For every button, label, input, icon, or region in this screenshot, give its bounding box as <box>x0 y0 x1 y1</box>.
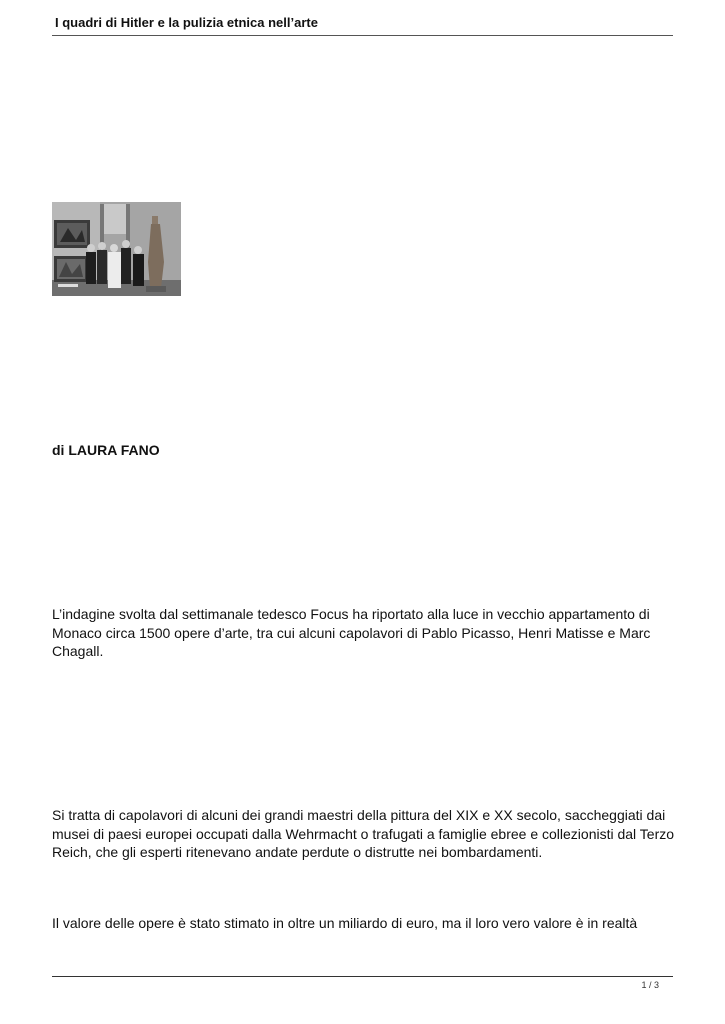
header-divider <box>52 35 673 36</box>
archive-photo-illustration <box>52 202 181 296</box>
article-paragraph-3: Il valore delle opere è stato stimato in oltre un miliardo di euro, ma il loro vero valore è in realtà <box>52 915 638 931</box>
article-paragraph-2: Si tratta di capolavori di alcuni dei grandi maestri della pittura del XIX e XX secolo, saccheggiati dai musei di paesi europei occupati dalla Wehrmacht o trafugati a famiglie ebree e collezionisti dal Terzo Reich, che gli esperti ritenevano andate perdute o distrutte nei bombardamenti. <box>52 807 675 860</box>
article-photo <box>52 202 181 296</box>
page-number: 1 / 3 <box>641 980 659 990</box>
article-author: di LAURA FANO <box>52 442 160 458</box>
article-paragraph-1: L’indagine svolta dal settimanale tedesco Focus ha riportato alla luce in vecchio appartamento di Monaco circa 1500 opere d’arte, tra cui alcuni capolavori di Pablo Picasso, Henri Matisse e Marc Chagall. <box>52 606 651 659</box>
page-header-title: I quadri di Hitler e la pulizia etnica nell’arte <box>55 15 318 30</box>
footer-divider <box>52 976 673 977</box>
